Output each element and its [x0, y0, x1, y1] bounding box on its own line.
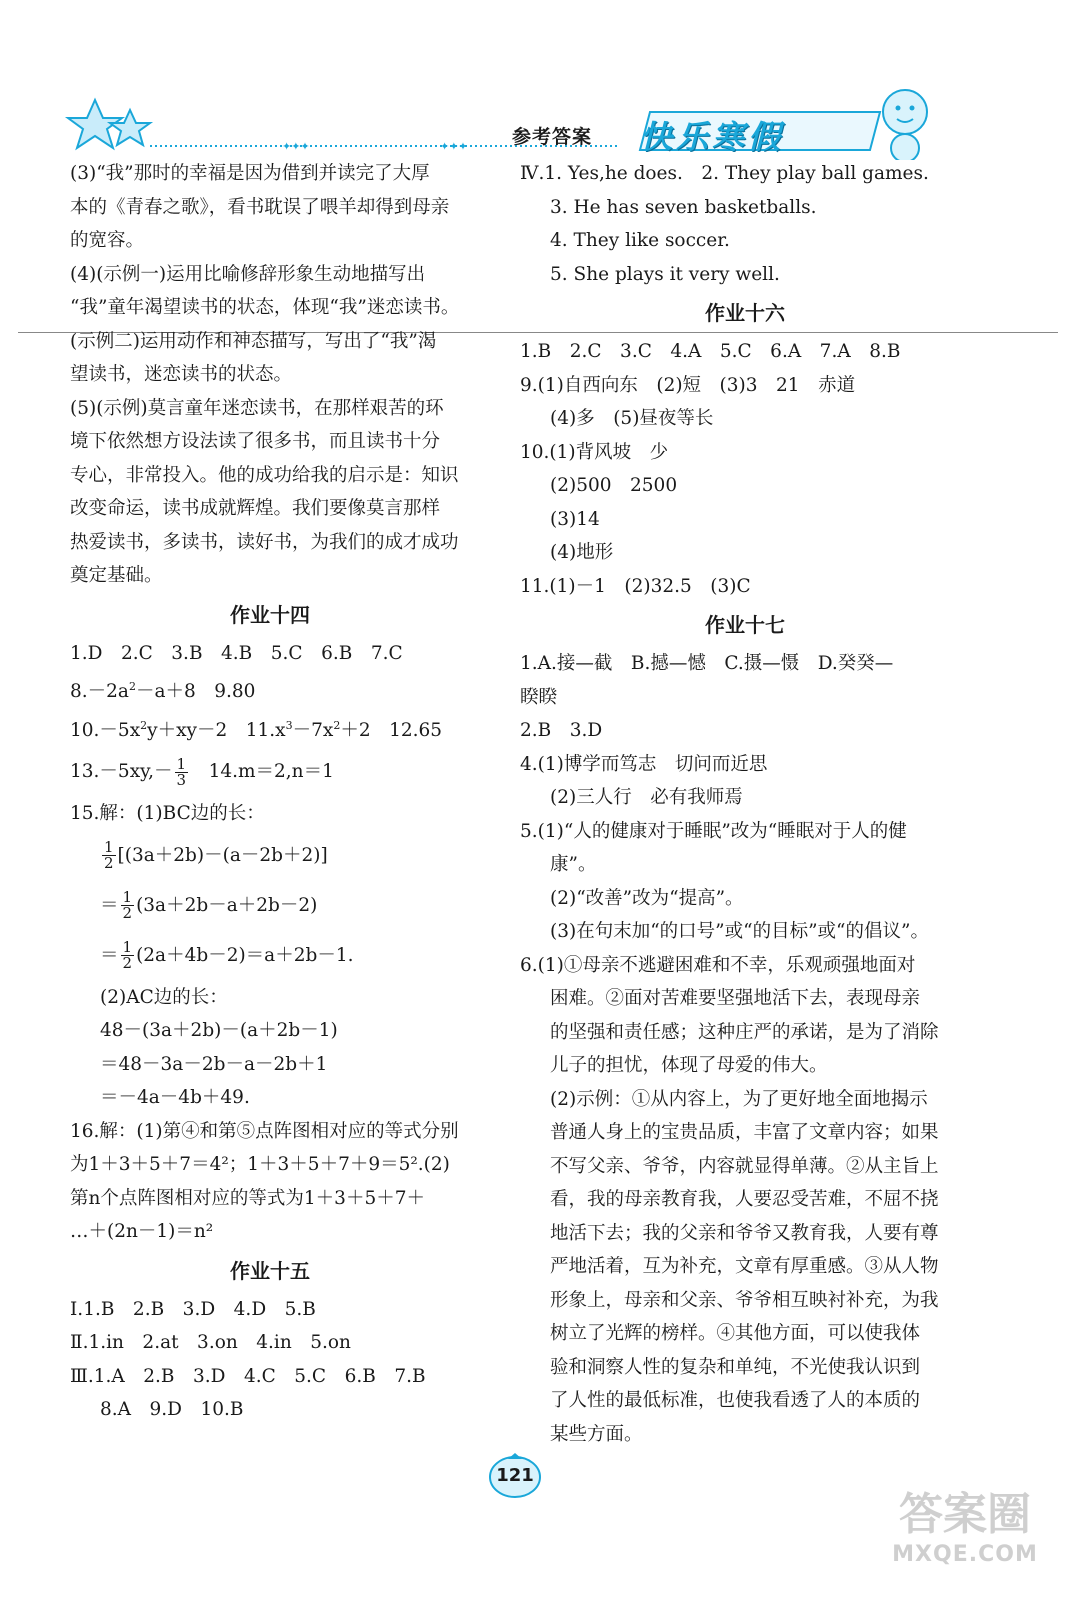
- answer-line: 4.(1)博学而笃志 切问而近思: [520, 753, 768, 775]
- fraction: $\frac{1}{2}$: [122, 888, 133, 923]
- answer-line: (3)在句末加“的口号”或“的目标”或“的倡议”。: [550, 921, 929, 942]
- right-column: [520, 157, 970, 1451]
- section-title: 作业十七: [705, 613, 785, 637]
- answer-line: Ⅳ.1. Yes,he does. 2. They play ball games.: [520, 163, 929, 184]
- answer-block: [70, 392, 490, 593]
- answer-line: 4. They like soccer.: [550, 230, 730, 251]
- text-line: 望读书，迷恋读书的状态。: [70, 364, 293, 385]
- text-line: 本的《青春之歌》，看书耽误了喂羊却得到母亲: [70, 196, 450, 218]
- left-column: [70, 157, 490, 1427]
- text-line: (示例二)运用动作和神态描写，写出了“我”渴: [70, 330, 437, 352]
- math-line: ＝ $\frac{1}{2}$ (3a＋2b－a＋2b－2): [100, 888, 318, 923]
- answer-line: 儿子的担忧，体现了母爱的伟大。: [550, 1055, 828, 1076]
- fraction: $\frac{1}{2}$: [104, 838, 114, 873]
- answer-line: 睽睽: [520, 686, 558, 708]
- answer-line: 树立了光辉的榜样。④其他方面，可以使我体: [550, 1323, 921, 1344]
- star-mascot-icon: [68, 100, 150, 148]
- text-line: 境下依然想方设法读了很多书，而且读书十分: [70, 431, 441, 452]
- answer-line: 普通人身上的宝贵品质，丰富了文章内容；如果: [550, 1122, 939, 1143]
- answer-line: 验和洞察人性的复杂和单纯，不光使我认识到: [550, 1356, 921, 1378]
- answer-line: 16.解：(1)第④和第⑤点阵图相对应的等式分别: [70, 1120, 459, 1142]
- answer-line: 为1＋3＋5＋7＝4²；1＋3＋5＋7＋9＝5².(2): [70, 1154, 450, 1176]
- math-line: 48－(3a＋2b)－(a＋2b－1): [100, 1020, 338, 1042]
- answer-line: 2.B 3.D: [520, 720, 603, 741]
- text-line: (3)“我”那时的幸福是因为借到并读完了大厚: [70, 163, 430, 184]
- math-line: ＝－4a－4b＋49.: [100, 1087, 250, 1109]
- answer-line: 5. She plays it very well.: [550, 263, 780, 285]
- text-line: 的宽容。: [70, 230, 145, 251]
- math-line: $\frac{1}{2}$ [(3a＋2b)－(a－2b＋2)]: [104, 838, 328, 873]
- answer-block: [520, 982, 970, 1451]
- answer-line: (2)示例：①从内容上，为了更好地全面地揭示: [550, 1088, 928, 1110]
- answer-line: (4)地形: [550, 542, 614, 563]
- answer-line: 的坚强和责任感；这种庄严的承诺，是为了消除: [550, 1021, 939, 1043]
- answer-line: 9.(1)自西向东 (2)短 (3)3 21 赤道: [520, 374, 856, 396]
- watermark: [880, 1478, 1050, 1588]
- answer-line: $10.-5x^2y+xy-2$ $11.x^3-7x^2+2$ 12.65: [70, 718, 443, 741]
- watermark-logo: 答案圈: [899, 1489, 1031, 1540]
- answer-line: 8.A 9.D 10.B: [100, 1399, 244, 1421]
- answer-block: [520, 402, 970, 436]
- answer-line: …＋(2n－1)＝n²: [70, 1221, 214, 1243]
- math-line: ＝48－3a－2b－a－2b＋1: [100, 1053, 328, 1075]
- answer-line: 10.(1)背风坡 少: [520, 441, 669, 463]
- watermark-url: MXQE.COM: [892, 1542, 1038, 1567]
- answer-block: [70, 1293, 490, 1394]
- fraction: $\frac{1}{2}$: [122, 938, 133, 973]
- text-line: (4)(示例一)运用比喻修辞形象生动地描写出: [70, 263, 426, 285]
- answer-line: Ⅰ.1.B 2.B 3.D 4.D 5.B: [70, 1298, 316, 1320]
- answer-block: [70, 258, 490, 392]
- answer-line: Ⅱ.1.in 2.at 3.on 4.in 5.on: [70, 1332, 351, 1354]
- answer-line: $8.-2a^2-a+8$ 9.80: [70, 680, 256, 703]
- answer-line: 严地活着，互为补充，文章有厚重感。③从人物: [550, 1256, 939, 1277]
- answer-block: [520, 781, 970, 815]
- answer-block: [70, 1115, 490, 1249]
- answer-block: [520, 848, 970, 949]
- answer-line: 11.(1)－1 (2)32.5 (3)C: [520, 575, 751, 597]
- answer-block: [520, 469, 970, 570]
- answer-line: (4)多 (5)昼夜等长: [550, 408, 714, 429]
- answer-block: [520, 191, 970, 292]
- text-line: 奠定基础。: [70, 565, 163, 586]
- math-line: (2)AC边的长：: [100, 986, 228, 1008]
- fraction: $\frac{1}{3}$: [176, 754, 187, 789]
- answer-line: 1.A.接—截 B.撼—憾 C.摄—慑 D.癸癸—: [520, 653, 894, 674]
- answer-block: [70, 981, 490, 1115]
- answer-block: [70, 797, 490, 831]
- answer-block: [70, 157, 490, 258]
- answer-line: 了人性的最低标准，也使我看透了人的本质的: [550, 1390, 921, 1411]
- text-line: 改变命运，读书成就辉煌。我们要像莫言那样: [70, 498, 441, 519]
- answer-line: 困难。②面对苦难要坚强地活下去，表现母亲: [550, 988, 921, 1009]
- answer-line: (2)“改善”改为“提高”。: [550, 887, 744, 909]
- answer-block: [520, 647, 970, 781]
- answer-line: 看，我的母亲教育我，人要忍受苦难，不屈不挠: [550, 1189, 939, 1210]
- text-line: 专心，非常投入。他的成功给我的启示是：知识: [70, 464, 459, 486]
- page-number-badge: [488, 1453, 542, 1499]
- answer-block: [520, 335, 970, 402]
- page-header: [0, 0, 1071, 160]
- text-line: “我”童年渴望读书的状态，体现“我”迷恋读书。: [70, 297, 460, 318]
- answer-line: Ⅲ.1.A 2.B 3.D 4.C 5.C 6.B 7.B: [70, 1365, 426, 1387]
- answer-line: 6.(1)①母亲不逃避困难和不幸，乐观顽强地面对: [520, 954, 916, 976]
- answer-block: [520, 157, 970, 191]
- answer-line: 第n个点阵图相对应的等式为1＋3＋5＋7＋: [70, 1187, 425, 1209]
- section-title: 作业十六: [705, 301, 785, 325]
- answer-line: 不写父亲、爷爷，内容就显得单薄。②从主旨上: [550, 1155, 939, 1177]
- answer-line: (2)500 2500: [550, 475, 678, 496]
- answer-line: 1.D 2.C 3.B 4.B 5.C 6.B 7.C: [70, 642, 403, 664]
- section-title: 作业十五: [230, 1258, 310, 1283]
- snowman-icon: [883, 90, 927, 160]
- answer-line: 地活下去；我的父亲和爷爷又教育我，人要有尊: [550, 1222, 939, 1244]
- answer-line: 13.－5xy,－ $\frac{1}{3}$ 14.m＝2,n＝1: [70, 754, 334, 789]
- answer-line: 15.解：(1)BC边的长：: [70, 803, 265, 825]
- answer-line: (3)14: [550, 508, 600, 530]
- answer-line: 1.B 2.C 3.C 4.A 5.C 6.A 7.A 8.B: [520, 341, 901, 362]
- answer-line: 某些方面。: [550, 1423, 643, 1445]
- svg-text:✦✦✦: ✦✦✦: [282, 140, 310, 153]
- page-number: 121: [496, 1465, 534, 1486]
- text-line: 热爱读书，多读书，读好书，为我们的成才成功: [70, 531, 459, 553]
- header-title: 参考答案: [512, 126, 593, 148]
- text-line: (5)(示例)莫言童年迷恋读书，在那样艰苦的环: [70, 397, 444, 419]
- answer-line: 3. He has seven basketballs.: [550, 196, 817, 218]
- answer-line: 形象上，母亲和父亲、爷爷相互映衬补充，为我: [550, 1289, 939, 1311]
- answer-line: (2)三人行 必有我师焉: [550, 787, 743, 808]
- answer-line: 5.(1)“人的健康对于睡眠”改为“睡眠对于人的健: [520, 820, 907, 842]
- math-line: ＝ $\frac{1}{2}$ (2a＋4b－2)＝a＋2b－1.: [100, 938, 354, 973]
- answer-line: 康”。: [550, 854, 597, 875]
- brand-title: 快乐寒假: [640, 118, 785, 156]
- svg-text:✦✦✦: ✦✦✦: [440, 140, 468, 153]
- section-title: 作业十四: [230, 602, 310, 627]
